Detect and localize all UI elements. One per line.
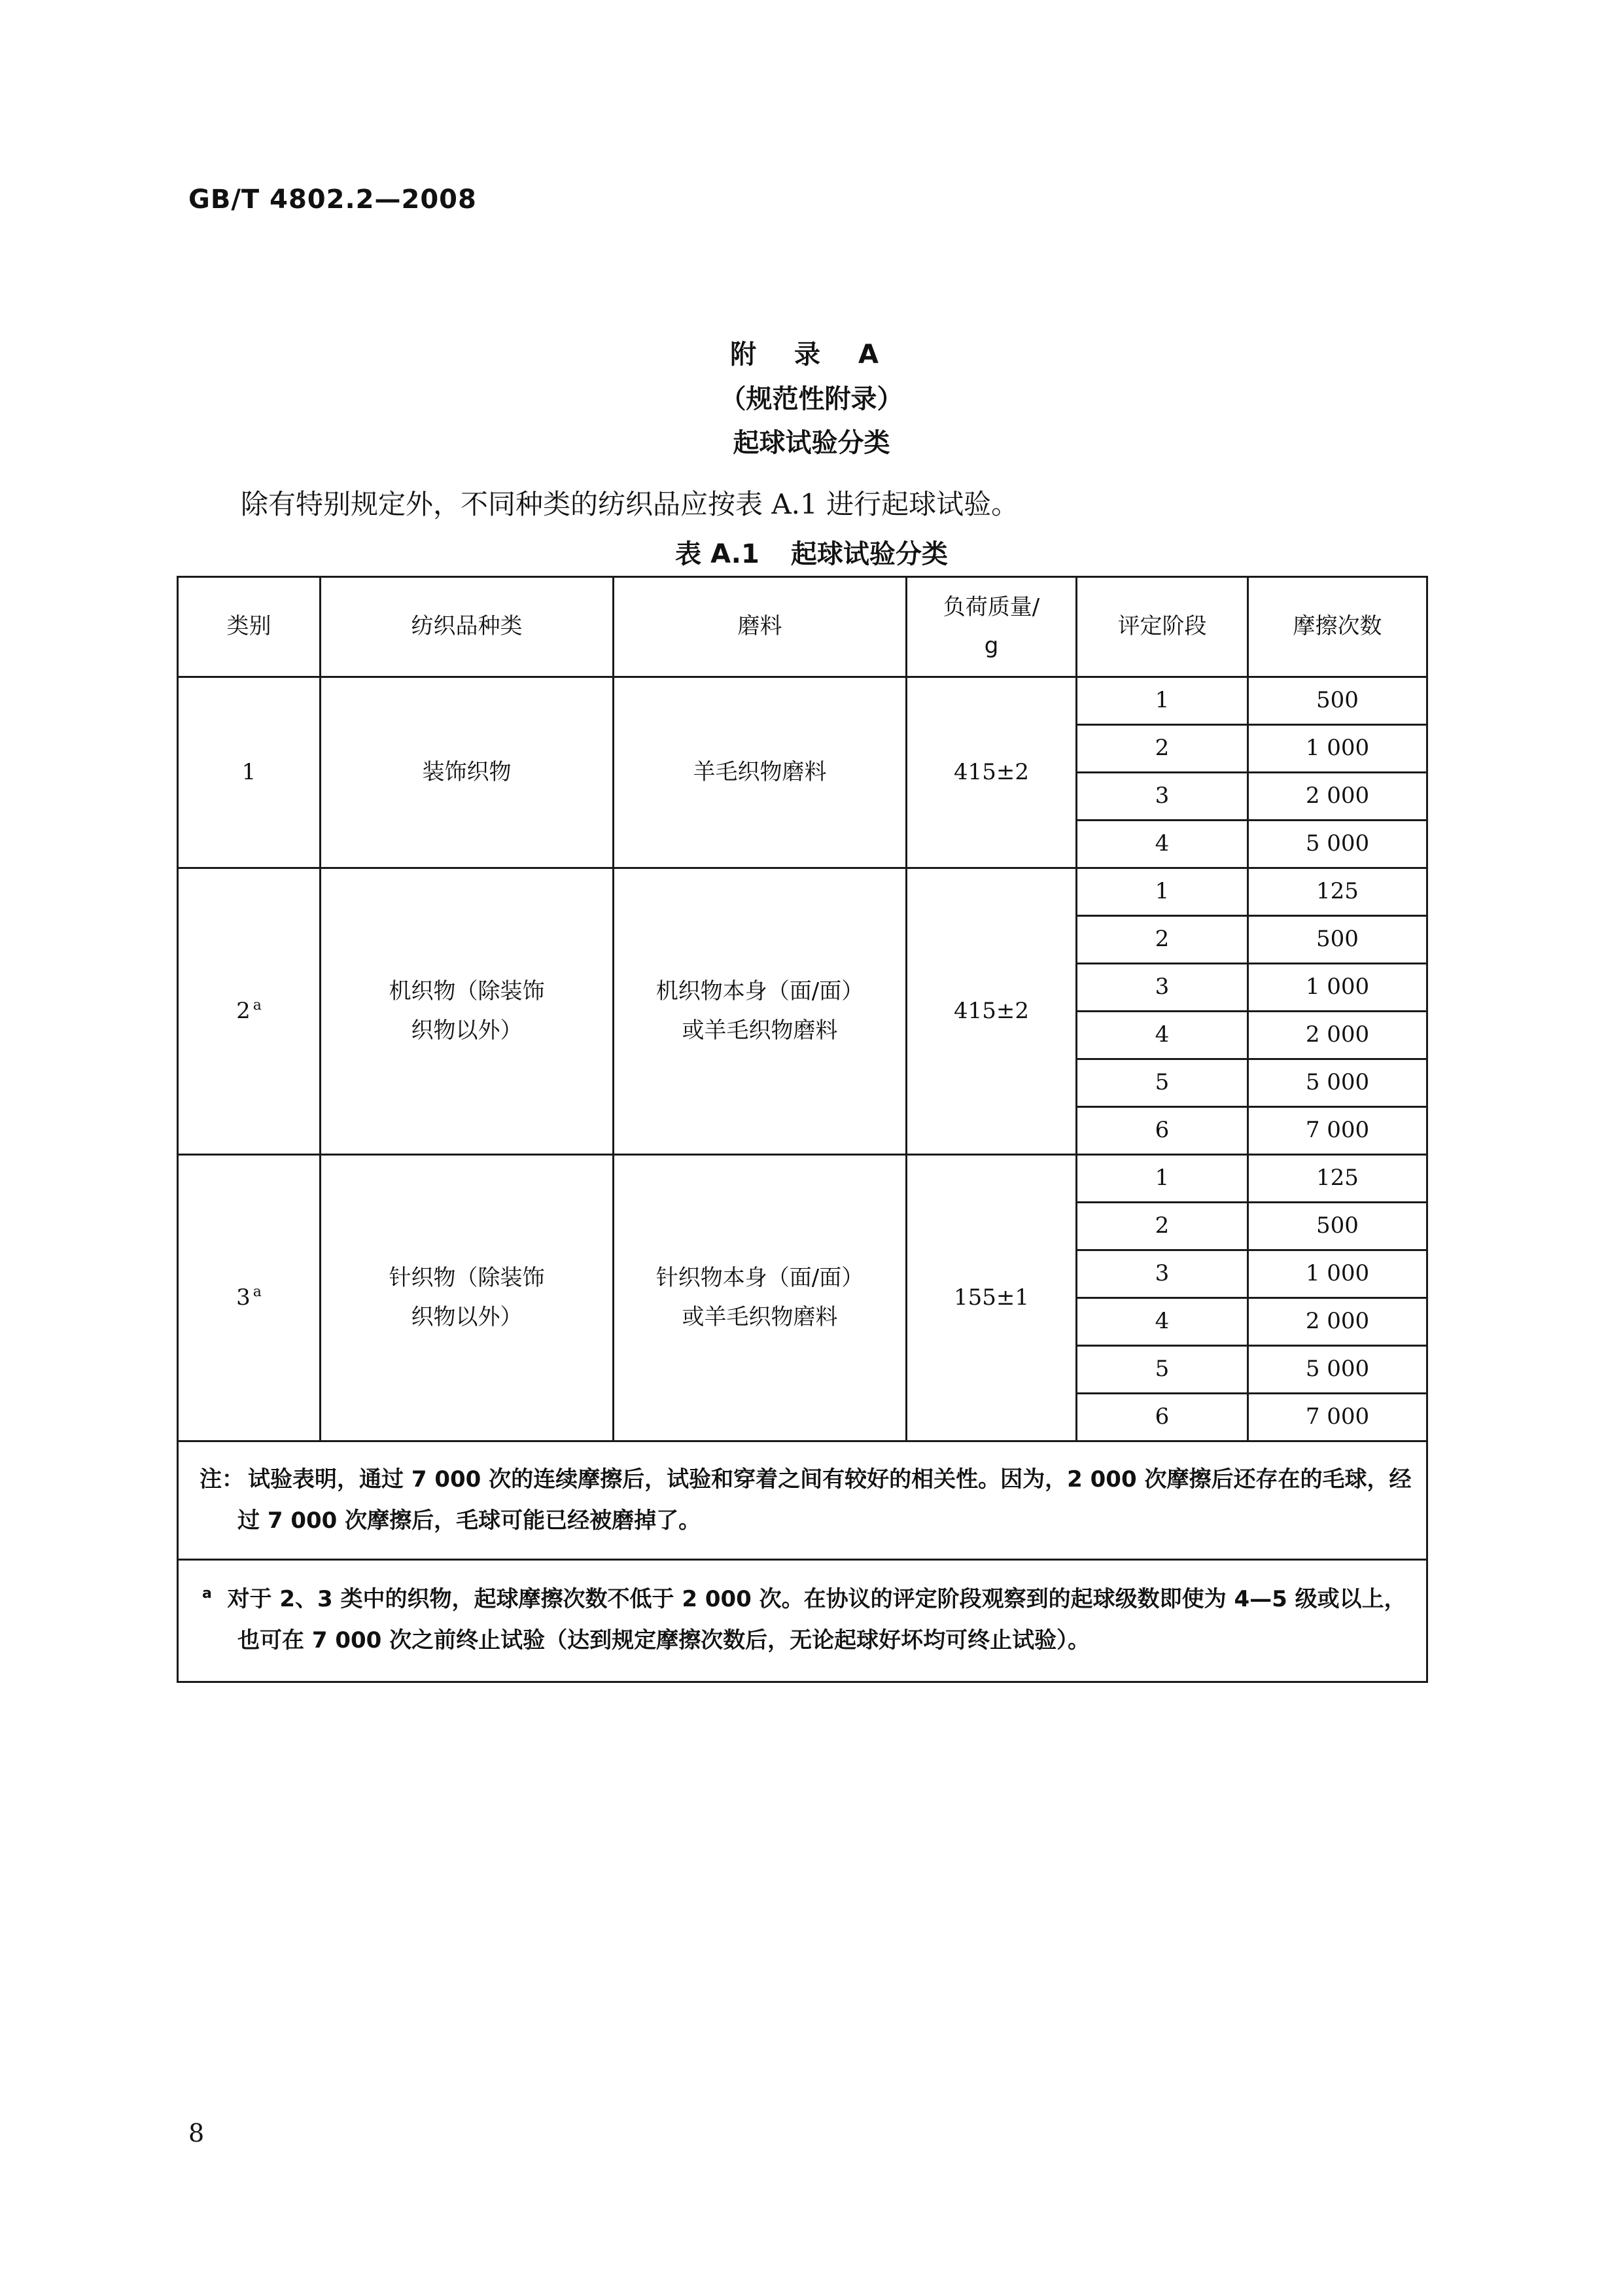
stage-cell: 6 (1077, 1107, 1248, 1155)
footnote-reference: a (253, 1284, 262, 1301)
table-note-row (178, 1441, 1427, 1560)
header-load-mass (907, 577, 1077, 677)
rub-count-cell: 500 (1248, 916, 1427, 964)
stage-cell: 4 (1077, 821, 1248, 868)
stage-cell: 3 (1077, 773, 1248, 821)
abradant-line1: 机织物本身（面/面） (655, 978, 864, 1004)
table-note-text: 试验表明，通过 7 000 次的连续摩擦后，试验和穿着之间有较好的相关性。因为，2 000 次摩擦后还存在的毛球，经过 7 000 次摩擦后，毛球可能已经被磨掉了。 (237, 1466, 1412, 1534)
header-load-mass-unit: g (984, 633, 999, 659)
rub-count-cell: 7 000 (1248, 1107, 1427, 1155)
rub-count-cell: 5 000 (1248, 1059, 1427, 1107)
rub-count-cell: 2 000 (1248, 773, 1427, 821)
category-number: 3 (236, 1284, 251, 1311)
header-abradant: 磨料 (614, 577, 907, 677)
rub-count-cell: 7 000 (1248, 1394, 1427, 1441)
annex-kind: （规范性附录） (720, 384, 903, 414)
load-mass-cell: 415±2 (907, 677, 1077, 868)
load-mass-cell: 415±2 (907, 868, 1077, 1155)
annex-name: 起球试验分类 (733, 428, 890, 458)
abradant-line1: 羊毛织物磨料 (693, 758, 827, 785)
load-mass-cell: 155±1 (907, 1155, 1077, 1441)
intro-paragraph: 除有特别规定外，不同种类的纺织品应按表 A.1 进行起球试验。 (241, 488, 1019, 520)
category-number: 1 (241, 758, 256, 785)
textile-type-line1: 装饰织物 (422, 758, 512, 785)
table-caption-title: 起球试验分类 (790, 539, 948, 569)
rub-count-cell: 5 000 (1248, 821, 1427, 868)
table-header-row (178, 577, 1427, 677)
footnote-mark: a (202, 1585, 212, 1602)
stage-cell: 6 (1077, 1394, 1248, 1441)
abradant-cell (614, 677, 907, 868)
textile-type-line1: 针织物（除装饰 (389, 1265, 545, 1291)
stage-cell: 3 (1077, 964, 1248, 1012)
rub-count-cell: 1 000 (1248, 1250, 1427, 1298)
abradant-cell (614, 868, 907, 1155)
table-caption-number: 表 A.1 (675, 539, 759, 569)
rub-count-cell: 2 000 (1248, 1298, 1427, 1346)
abradant-line2: 或羊毛织物磨料 (682, 1303, 838, 1330)
rub-count-cell: 5 000 (1248, 1346, 1427, 1394)
rub-count-cell: 125 (1248, 1155, 1427, 1203)
rub-count-cell: 125 (1248, 868, 1427, 916)
table-note (178, 1441, 1427, 1560)
abradant-cell (614, 1155, 907, 1441)
annex-title: 附 录 A (730, 340, 893, 370)
stage-cell: 4 (1077, 1298, 1248, 1346)
pilling-test-table (177, 576, 1428, 1683)
abradant-line2: 或羊毛织物磨料 (682, 1017, 838, 1044)
table-note-label: 注： (200, 1466, 244, 1492)
table-row (178, 677, 1427, 725)
textile-type-cell (321, 868, 614, 1155)
textile-type-line2: 织物以外） (411, 1017, 523, 1044)
category-cell (178, 868, 321, 1155)
header-category: 类别 (178, 577, 321, 677)
textile-type-line1: 机织物（除装饰 (389, 978, 545, 1004)
abradant-line1: 针织物本身（面/面） (655, 1265, 864, 1291)
stage-cell: 5 (1077, 1346, 1248, 1394)
category-number: 2 (236, 997, 251, 1024)
stage-cell: 2 (1077, 725, 1248, 773)
stage-cell: 2 (1077, 1203, 1248, 1250)
textile-type-cell (321, 677, 614, 868)
table-footnote (178, 1559, 1427, 1682)
header-textile-type: 纺织品种类 (321, 577, 614, 677)
category-cell (178, 677, 321, 868)
rub-count-cell: 1 000 (1248, 725, 1427, 773)
table-footnote-text: 对于 2、3 类中的织物，起球摩擦次数不低于 2 000 次。在协议的评定阶段观察到的起球级数即使为 4—5 级或以上，也可在 7 000 次之前终止试验（达到规定摩擦次数后，无论起球好坏均可终止试验）。 (227, 1585, 1406, 1653)
stage-cell: 1 (1077, 868, 1248, 916)
header-stage: 评定阶段 (1077, 577, 1248, 677)
rub-count-cell: 500 (1248, 1203, 1427, 1250)
textile-type-cell (321, 1155, 614, 1441)
table-footnote-row (178, 1559, 1427, 1682)
stage-cell: 1 (1077, 677, 1248, 725)
standard-code: GB/T 4802.2—2008 (188, 185, 477, 215)
table-caption (0, 533, 1623, 571)
stage-cell: 1 (1077, 1155, 1248, 1203)
header-load-mass-line1: 负荷质量/ (943, 593, 1040, 620)
rub-count-cell: 2 000 (1248, 1012, 1427, 1059)
page-number: 8 (188, 2119, 205, 2147)
textile-type-line2: 织物以外） (411, 1303, 523, 1330)
stage-cell: 2 (1077, 916, 1248, 964)
rub-count-cell: 1 000 (1248, 964, 1427, 1012)
category-cell (178, 1155, 321, 1441)
footnote-reference: a (253, 997, 262, 1014)
stage-cell: 4 (1077, 1012, 1248, 1059)
stage-cell: 5 (1077, 1059, 1248, 1107)
stage-cell: 3 (1077, 1250, 1248, 1298)
rub-count-cell: 500 (1248, 677, 1427, 725)
table-row (178, 1155, 1427, 1203)
table-row (178, 868, 1427, 916)
header-rub-count: 摩擦次数 (1248, 577, 1427, 677)
